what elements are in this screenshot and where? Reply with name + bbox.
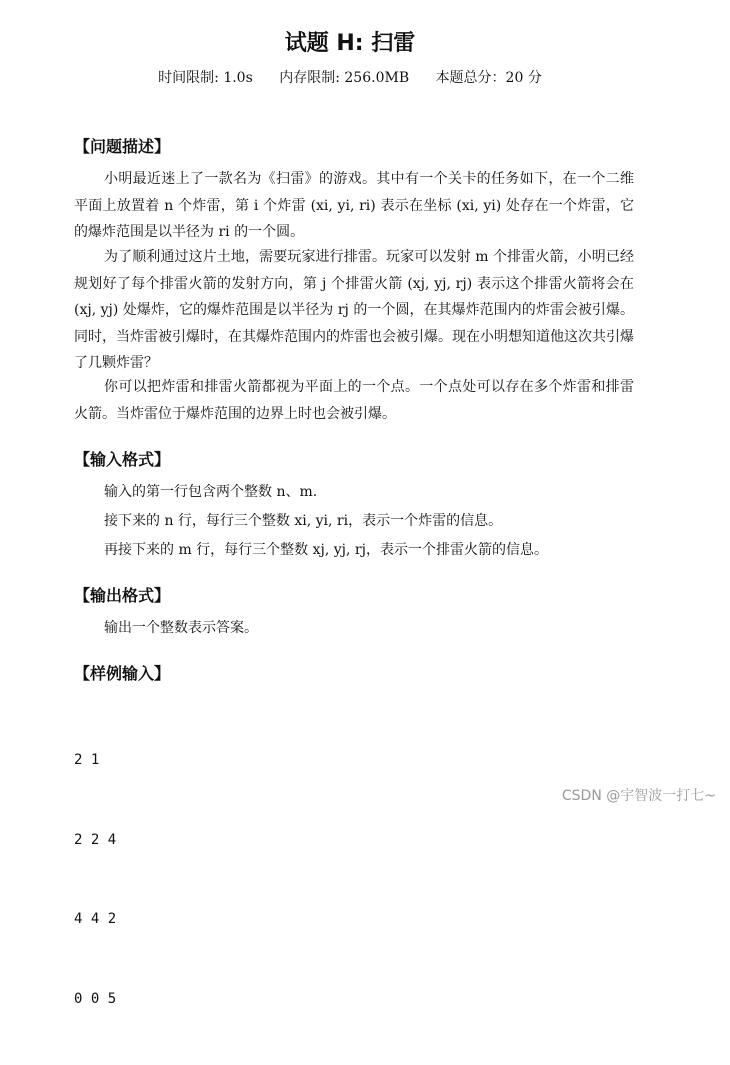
problem-title: 试题 H: 扫雷 [284,31,416,56]
sample-input-block [74,694,116,1065]
memory-limit: 内存限制: 256.0MB [279,70,410,86]
input-line-2: 接下来的 n 行，每行三个整数 xi, yi, ri，表示一个炸雷的信息。 [104,513,503,529]
sample-input-line: 4 4 2 [74,911,117,927]
sample-input-line: 2 2 4 [74,831,117,848]
description-paragraph-3: 你可以把炸雷和排雷火箭都视为平面上的一个点。一个点处可以存在多个炸雷和排雷火箭。当炸雷位于爆炸范围的边界上时也会被引爆。 [74,379,634,422]
section-sample-input-heading: 【样例输入】 [74,664,171,683]
time-limit: 时间限制: 1.0s [158,70,253,86]
input-line-1: 输入的第一行包含两个整数 n、m. [104,484,318,500]
description-paragraph-2: 为了顺利通过这片土地，需要玩家进行排雷。玩家可以发射 m 个排雷火箭，小明已经规划好了每个排雷火箭的发射方向，第 j 个排雷火箭 (xj, yj, rj) 表示这个排雷火箭将会在 (xj, yj) 处爆炸，它的爆炸范围是以半径为 rj 的一个圆，在其爆炸范围内的炸雷会被引爆。同时，当炸雷被引爆时，在其爆炸范围内的炸雷也会被引爆。现在小明想知道他这次共引爆了几颗炸雷？ [74,249,634,371]
total-score: 本题总分：20 分 [435,70,542,86]
section-input-heading: 【输入格式】 [74,450,171,469]
sample-input-line: 0 0 5 [74,990,117,1007]
limits-line [0,67,700,87]
sample-input-line: 2 1 [74,752,100,768]
section-output-heading: 【输出格式】 [74,586,171,605]
output-line-1: 输出一个整数表示答案。 [104,620,258,636]
watermark: CSDN @宇智波一打七~ [561,788,716,804]
description-paragraph-1: 小明最近迷上了一款名为《扫雷》的游戏。其中有一个关卡的任务如下，在一个二维平面上放置着 n 个炸雷，第 i 个炸雷 (xi, yi, ri) 表示在坐标 (xi, yi) 处存在一个炸雷，它的爆炸范围是以半径为 ri 的一个圆。 [74,171,634,240]
section-description-heading: 【问题描述】 [74,137,171,156]
input-line-3: 再接下来的 m 行，每行三个整数 xj, yj, rj，表示一个排雷火箭的信息。 [104,542,548,558]
